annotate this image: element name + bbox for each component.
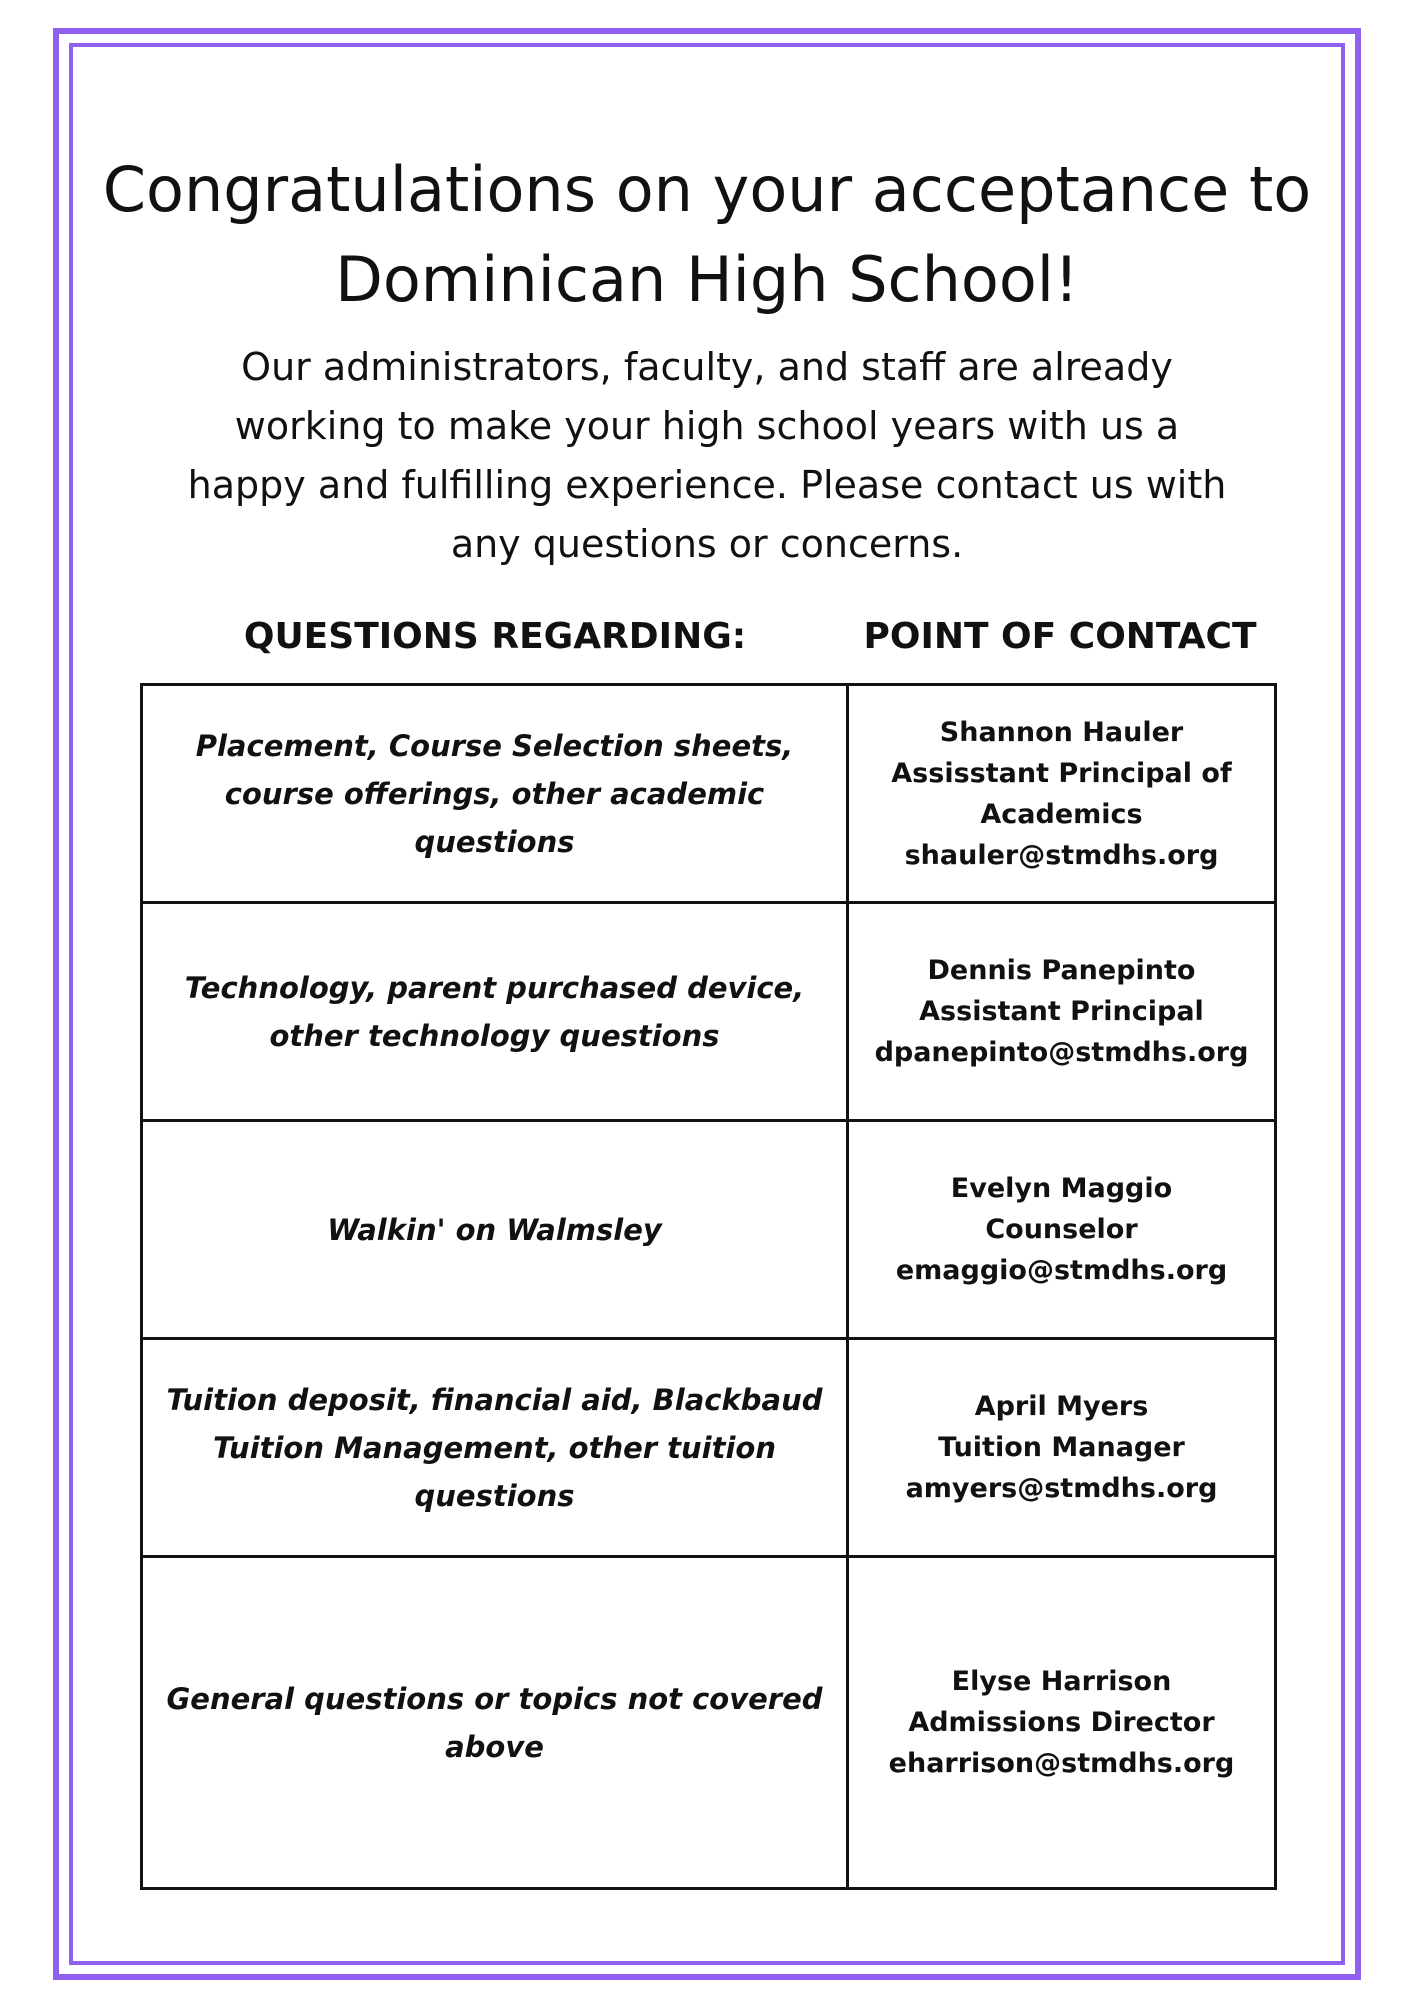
contact-role: Counselor [985, 1214, 1138, 1245]
topic-cell [142, 1121, 848, 1339]
contact-role: Assisstant Principal of Academics [891, 757, 1232, 830]
table-row [142, 1339, 1276, 1557]
contact-email[interactable]: shauler@stmdhs.org [904, 839, 1219, 871]
questions-regarding-header: QUESTIONS REGARDING: [243, 616, 747, 657]
contact-block [859, 1168, 1264, 1291]
contact-block [859, 712, 1264, 876]
contact-cell [848, 1557, 1276, 1889]
topic-text: Walkin' on Walmsley [327, 1212, 662, 1247]
contact-name: Elyse Harrison [951, 1666, 1172, 1697]
contact-name: Evelyn Maggio [950, 1173, 1173, 1204]
contact-block [859, 1661, 1264, 1784]
table-row [142, 685, 1276, 903]
contact-role: Admissions Director [908, 1707, 1215, 1738]
contact-name: Shannon Hauler [939, 716, 1184, 748]
contact-email[interactable]: dpanepinto@stmdhs.org [874, 1037, 1249, 1068]
contact-email[interactable]: eharrison@stmdhs.org [888, 1748, 1235, 1779]
contact-block [859, 950, 1264, 1073]
topic-text: Technology, parent purchased device, other technology questions [184, 970, 805, 1053]
contact-cell [848, 1339, 1276, 1557]
table-row [142, 903, 1276, 1121]
contact-table [140, 683, 1277, 1890]
contact-block [859, 1386, 1264, 1509]
contact-role: Assistant Principal [919, 996, 1204, 1027]
topic-text: Tuition deposit, financial aid, Blackbaud Tuition Management, other tuition questions [166, 1382, 823, 1513]
table-row [142, 1557, 1276, 1889]
page-title: Congratulations on your acceptance to Dominican High School! [102, 153, 1312, 316]
topic-text: Placement, Course Selection sheets, course offerings, other academic questions [195, 728, 794, 859]
contact-cell [848, 685, 1276, 903]
contact-email[interactable]: amyers@stmdhs.org [905, 1473, 1218, 1504]
contact-name: Dennis Panepinto [927, 955, 1196, 986]
topic-text: General questions or topics not covered above [166, 1681, 823, 1764]
intro-paragraph: Our administrators, faculty, and staff are already working to make your high school years with us a happy and fulfilling experience. Please contact us with any questions or concerns. [187, 345, 1227, 566]
topic-cell [142, 1557, 848, 1889]
contact-email[interactable]: emaggio@stmdhs.org [895, 1255, 1228, 1286]
contact-cell [848, 903, 1276, 1121]
topic-cell [142, 1339, 848, 1557]
contact-name: April Myers [974, 1391, 1149, 1422]
topic-cell [142, 903, 848, 1121]
contact-cell [848, 1121, 1276, 1339]
topic-cell [142, 685, 848, 903]
table-row [142, 1121, 1276, 1339]
point-of-contact-header: POINT OF CONTACT [863, 616, 1257, 657]
contact-role: Tuition Manager [938, 1432, 1185, 1463]
